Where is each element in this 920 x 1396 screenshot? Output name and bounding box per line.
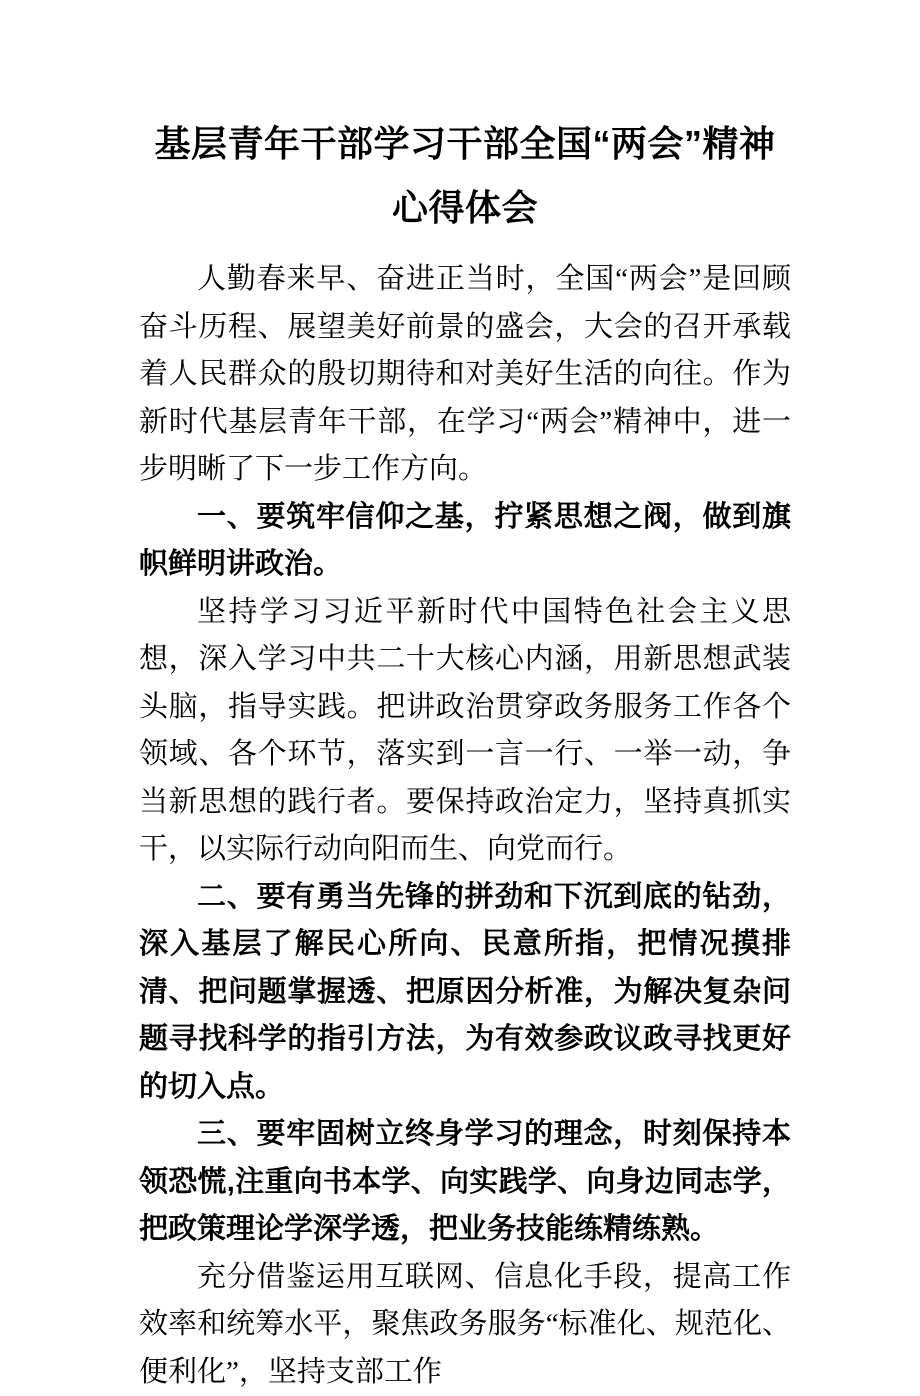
page-title: 基层青年干部学习干部全国“两会”精神心得体会: [139, 112, 791, 240]
paragraph-intro: 人勤春来早、奋进正当时，全国“两会”是回顾奋斗历程、展望美好前景的盛会，大会的召开承载着人民群众的殷切期待和对美好生活的向往。作为新时代基层青年干部，在学习“两会”精神中，进一步明晰了下一步工作方向。: [139, 256, 791, 494]
document-body: [139, 256, 791, 1396]
paragraph-section-1: 坚持学习习近平新时代中国特色社会主义思想，深入学习中共二十大核心内涵，用新思想武装头脑，指导实践。把讲政治贯穿政务服务工作各个领域、各个环节，落实到一言一行、一举一动，争当新思想的践行者。要保持政治定力，坚持真抓实干，以实际行动向阳而生、向党而行。: [139, 589, 791, 874]
section-heading-2: 二、要有勇当先锋的拼劲和下沉到底的钻劲，深入基层了解民心所向、民意所指，把情况摸排清、把问题掌握透、把原因分析准，为解决复杂问题寻找科学的指引方法，为有效参政议政寻找更好的切入点。: [139, 874, 791, 1112]
section-heading-3: 三、要牢固树立终身学习的理念，时刻保持本领恐慌,注重向书本学、向实践学、向身边同志学，把政策理论学深学透，把业务技能练精练熟。: [139, 1111, 791, 1254]
paragraph-closing-truncated: 充分借鉴运用互联网、信息化手段，提高工作效率和统筹水平，聚焦政务服务“标准化、规范化、便利化”，坚持支部工作: [139, 1254, 791, 1396]
section-heading-1: 一、要筑牢信仰之基，拧紧思想之阀，做到旗帜鲜明讲政治。: [139, 494, 791, 589]
